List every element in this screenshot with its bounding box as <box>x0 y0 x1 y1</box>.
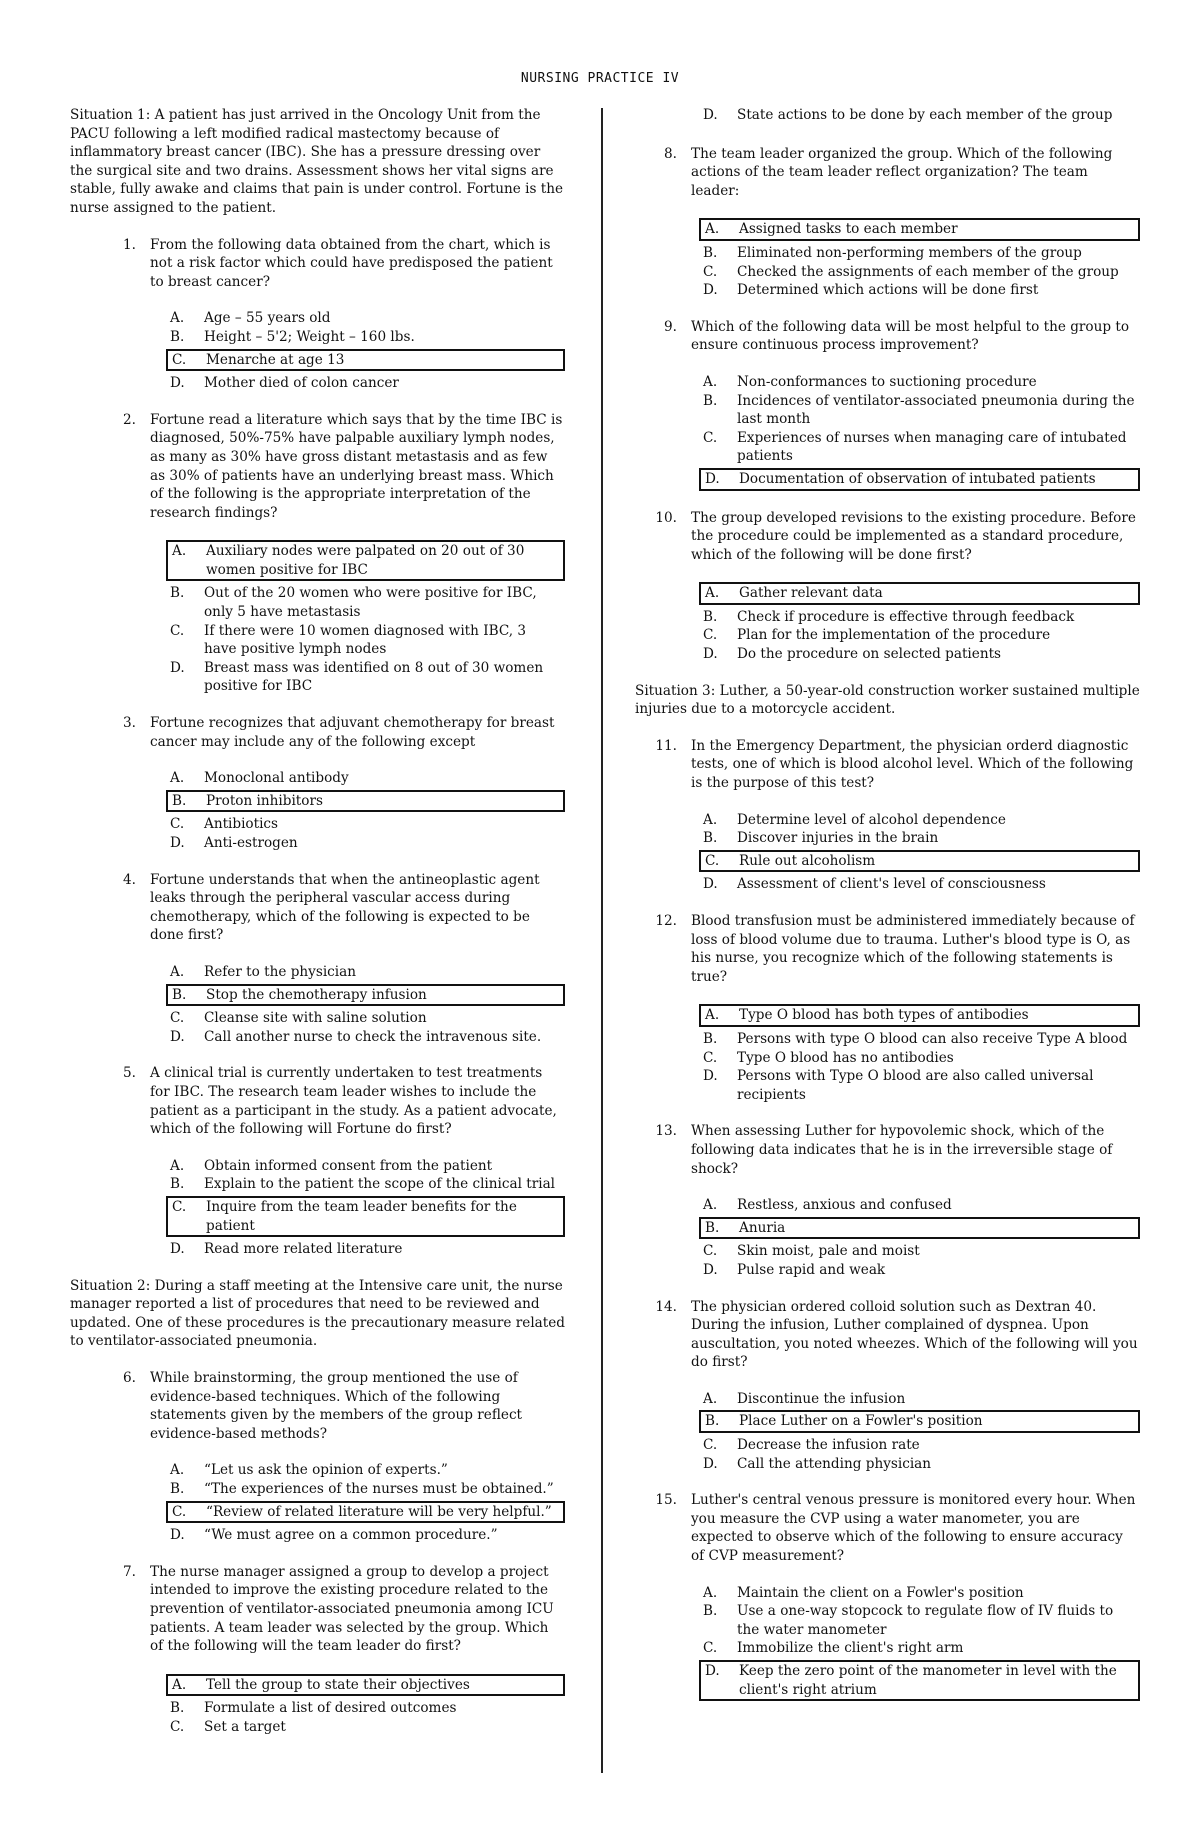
question-stem: Blood transfusion must be administered immediately because of loss of blood volume due to trauma. Luther's blood type is O, as his nurse, you recognize which of the following statements is true? <box>691 913 1135 985</box>
option-c: C. Experiences of nurses when managing care of intubated patients <box>703 429 1127 465</box>
question-stem: The physician ordered colloid solution such as Dextran 40. During the infusion, Luther complained of dyspnea. Upon auscultation, you noted wheezes. Which of the following will you do first? <box>691 1298 1138 1371</box>
option-c: C. Checked the assignments of each member of the group <box>703 263 1119 280</box>
situation-1-text: Situation 1: A patient has just arrived in the Oncology Unit from the PACU following a left modified radical mastectomy because of inflammatory breast cancer (IBC). She has a pressure dressing over the surgical site and two drains. Assessment shows her vital signs are stable, fully awake and claims that pain is under control. Fortune is the nurse assigned to the patient. <box>70 107 564 216</box>
question-10-options <box>635 582 1140 663</box>
question-number: 12. <box>655 913 677 929</box>
option-c: C. Plan for the implementation of the procedure <box>703 627 1051 644</box>
option-a: A. “Let us ask the opinion of experts.” <box>170 1462 448 1479</box>
question-number: 6. <box>123 1370 136 1387</box>
question-15-options <box>635 1584 1140 1702</box>
option-c: C. If there were 10 women diagnosed with IBC, 3 have positive lymph nodes <box>170 622 527 658</box>
question-4 <box>70 871 565 945</box>
option-d: D. Read more related literature <box>170 1241 403 1258</box>
option-a-boxed-answer: A. Auxiliary nodes were palpated on 20 out of 30 women positive for IBC <box>166 540 565 581</box>
question-3-options <box>70 769 565 852</box>
question-7-options <box>70 1674 565 1737</box>
question-stem: The nurse manager assigned a group to develop a project intended to improve the existing procedure related to the prevention of ventilator-associated pneumonia among ICU patients. A team leader was selected by the group. Which of the following will the team leader do first? <box>150 1563 554 1655</box>
question-8 <box>635 145 1140 201</box>
question-stem: In the Emergency Department, the physician orderd diagnostic tests, one of which is blood alcohol level. Which of the following is the purpose of this test? <box>691 737 1134 792</box>
question-10 <box>635 509 1140 565</box>
question-7-options-continued <box>635 106 1140 125</box>
option-b-boxed-answer: B. Place Luther on a Fowler's position <box>699 1410 1140 1433</box>
option-c-boxed-answer: C. Menarche at age 13 <box>166 349 565 372</box>
option-a-boxed-answer: A. Gather relevant data <box>699 582 1140 605</box>
option-d: D. Determined which actions will be done first <box>703 282 1039 299</box>
option-a: A. Determine level of alcohol dependence <box>703 811 1006 828</box>
question-6-options <box>70 1461 565 1544</box>
question-14 <box>635 1298 1140 1372</box>
option-d: D. Breast mass was identified on 8 out of 30 women positive for IBC <box>170 659 544 695</box>
option-d: D. Pulse rapid and weak <box>703 1261 886 1278</box>
page-title: NURSING PRACTICE IV <box>520 71 680 86</box>
question-number: 4. <box>123 871 136 888</box>
question-number: 13. <box>655 1123 677 1140</box>
option-b: B. Check if procedure is effective through feedback <box>703 608 1075 625</box>
option-c: C. Cleanse site with saline solution <box>170 1010 427 1027</box>
option-d: D. “We must agree on a common procedure.” <box>170 1527 498 1544</box>
option-a: A. Discontinue the infusion <box>703 1390 906 1407</box>
option-d-boxed-answer: D. Keep the zero point of the manometer in level with the client's right atrium <box>699 1660 1140 1701</box>
option-c: C. Type O blood has no antibodies <box>703 1049 954 1066</box>
option-c: C. Decrease the infusion rate <box>703 1437 920 1454</box>
question-5-options <box>70 1157 565 1259</box>
option-d: D. Call the attending physician <box>703 1455 932 1472</box>
question-4-options <box>70 963 565 1046</box>
option-b: B. Discover injuries in the brain <box>703 830 939 847</box>
question-13-options <box>635 1196 1140 1279</box>
question-12 <box>635 912 1140 986</box>
question-3 <box>70 714 565 751</box>
option-d: D. Call another nurse to check the intravenous site. <box>170 1028 542 1045</box>
option-a: A. Restless, anxious and confused <box>703 1197 952 1214</box>
question-2-options <box>70 540 565 696</box>
option-b-boxed-answer: B. Proton inhibitors <box>166 790 565 813</box>
question-8-options <box>635 218 1140 299</box>
question-11-options <box>635 811 1140 894</box>
right-column <box>635 106 1140 1719</box>
option-a: A. Refer to the physician <box>170 963 357 980</box>
option-b: B. Use a one-way stopcock to regulate flow of IV fluids to the water manometer <box>703 1603 1114 1638</box>
question-1-options <box>70 309 565 392</box>
question-stem: Luther's central venous pressure is monitored every hour. When you measure the CVP using a water manometer, you are expected to observe which of the following to ensure accuracy of CVP measurement? <box>691 1492 1136 1565</box>
question-stem: While brainstorming, the group mentioned the use of evidence-based techniques. Which of the following statements given by the members of the group reflect evidence-based methods? <box>150 1370 523 1442</box>
option-a: A. Obtain informed consent from the patient <box>170 1157 493 1174</box>
option-b-boxed-answer: B. Stop the chemotherapy infusion <box>166 984 565 1007</box>
question-stem: Which of the following data will be most helpful to the group to ensure continuous process improvement? <box>691 318 1130 354</box>
option-b: B. Eliminated non-performing members of the group <box>703 244 1082 261</box>
option-a-boxed-answer: A. Tell the group to state their objectives <box>166 1674 565 1697</box>
option-b: B. Height – 5'2; Weight – 160 lbs. <box>170 328 415 345</box>
option-d: D. Assessment of client's level of consciousness <box>703 876 1046 893</box>
question-1 <box>70 236 565 292</box>
option-b: B. Persons with type O blood can also receive Type A blood <box>703 1030 1128 1047</box>
option-c-boxed-answer: C. “Review of related literature will be very helpful.” <box>166 1501 565 1524</box>
question-number: 5. <box>123 1065 136 1082</box>
question-number: 1. <box>123 236 136 253</box>
question-number: 3. <box>123 715 136 732</box>
left-column <box>70 106 565 1755</box>
option-d: D. Do the procedure on selected patients <box>703 646 1002 663</box>
question-stem: Fortune recognizes that adjuvant chemotherapy for breast cancer may include any of the following except <box>150 715 555 750</box>
option-a: A. Maintain the client on a Fowler's position <box>703 1584 1024 1601</box>
option-a: A. Monoclonal antibody <box>170 770 349 787</box>
option-b-boxed-answer: B. Anuria <box>699 1217 1140 1240</box>
option-d: D. Anti-estrogen <box>170 835 298 851</box>
option-c-boxed-answer: C. Rule out alcoholism <box>699 850 1140 873</box>
option-d: D. Mother died of colon cancer <box>170 375 399 392</box>
question-2 <box>70 411 565 523</box>
question-stem: When assessing Luther for hypovolemic shock, which of the following data indicates that he is in the irreversible stage of shock? <box>691 1123 1113 1177</box>
question-stem: A clinical trial is currently undertaken to test treatments for IBC. The research team leader wishes to include the patient as a participant in the study. As a patient advocate, which of the following will Fortune do first? <box>150 1065 557 1138</box>
question-15 <box>635 1491 1140 1565</box>
question-stem: The group developed revisions to the existing procedure. Before the procedure could be implemented as a standard procedure, which of the following will be done first? <box>691 509 1136 563</box>
question-14-options <box>635 1390 1140 1473</box>
situation-2-text: Situation 2: During a staff meeting at the Intensive care unit, the nurse manager reported a list of procedures that need to be reviewed and updated. One of these procedures is the precautionary measure related to ventilator-associated pneumonia. <box>70 1277 565 1350</box>
question-number: 7. <box>123 1563 136 1580</box>
option-a: A. Non-conformances to suctioning procedure <box>703 373 1037 390</box>
option-c-boxed-answer: C. Inquire from the team leader benefits for the patient <box>166 1196 565 1237</box>
option-b: B. “The experiences of the nurses must be obtained.” <box>170 1481 554 1498</box>
option-b: B. Out of the 20 women who were positive for IBC, only 5 have metastasis <box>170 585 537 621</box>
question-number: 15. <box>655 1492 677 1509</box>
question-number: 10. <box>655 509 677 526</box>
question-7 <box>70 1563 565 1656</box>
question-stem: Fortune read a literature which says that by the time IBC is diagnosed, 50%-75% have palpable auxiliary lymph nodes, as many as 30% have gross distant metastasis and as few as 30% of patients have an underlying breast mass. Which of the following is the appropriate interpretation of the research findings? <box>150 411 563 521</box>
option-b: B. Formulate a list of desired outcomes <box>170 1700 457 1717</box>
column-divider <box>601 108 603 1773</box>
option-b: B. Incidences of ventilator-associated pneumonia during the last month <box>703 392 1135 428</box>
option-c: C. Antibiotics <box>170 816 279 833</box>
option-a-boxed-answer: A. Type O blood has both types of antibodies <box>699 1004 1140 1027</box>
question-stem: Fortune understands that when the antineoplastic agent leaks through the peripheral vascular access during chemotherapy, which of the following is expected to be done first? <box>150 871 540 944</box>
question-12-options <box>635 1004 1140 1104</box>
option-d-boxed-answer: D. Documentation of observation of intubated patients <box>699 468 1140 491</box>
option-a-boxed-answer: A. Assigned tasks to each member <box>699 218 1140 241</box>
option-b: B. Explain to the patient the scope of the clinical trial <box>170 1176 556 1193</box>
question-number: 9. <box>664 318 677 335</box>
question-9-options <box>635 373 1140 491</box>
question-6 <box>70 1369 565 1443</box>
question-9 <box>635 318 1140 355</box>
option-a: A. Age – 55 years old <box>170 310 331 327</box>
option-c: C. Set a target <box>170 1718 286 1735</box>
option-d: D. Persons with Type O blood are also called universal recipients <box>703 1068 1094 1103</box>
question-11 <box>635 737 1140 793</box>
option-d: D. State actions to be done by each member of the group <box>703 107 1113 123</box>
question-number: 2. <box>123 411 136 428</box>
option-c: C. Skin moist, pale and moist <box>703 1243 920 1260</box>
question-stem: From the following data obtained from the chart, which is not a risk factor which could have predisposed the patient to breast cancer? <box>150 236 553 290</box>
question-13 <box>635 1122 1140 1178</box>
question-stem: The team leader organized the group. Which of the following actions of the team leader reflect organization? The team leader: <box>691 145 1113 199</box>
question-5 <box>70 1064 565 1138</box>
question-number: 14. <box>655 1298 677 1315</box>
question-number: 8. <box>664 145 677 162</box>
option-c: C. Immobilize the client's right arm <box>703 1640 964 1657</box>
question-number: 11. <box>655 737 677 754</box>
situation-3-text: Situation 3: Luther, a 50-year-old construction worker sustained multiple injuries due to a motorcycle accident. <box>635 682 1140 718</box>
